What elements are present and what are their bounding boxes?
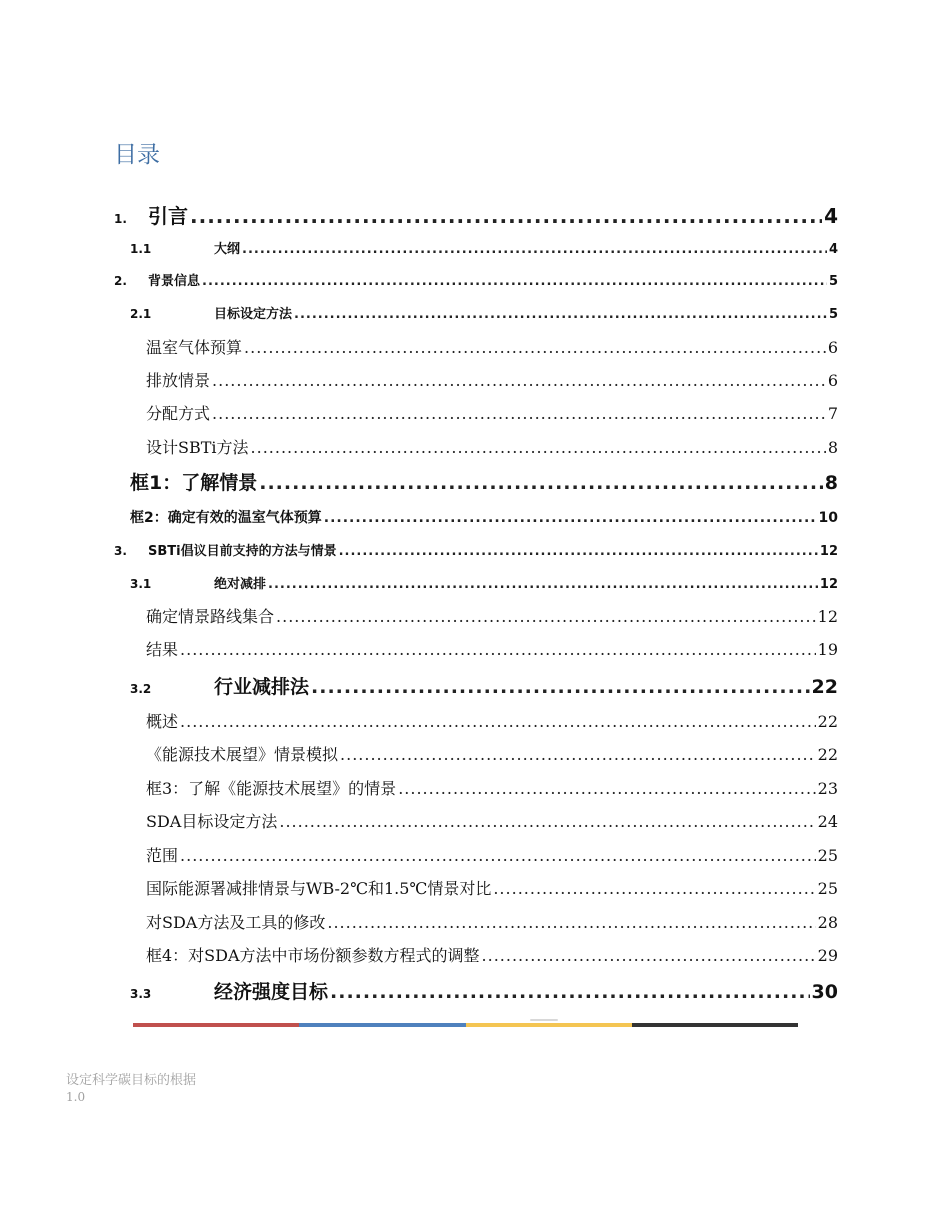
- toc-entry-label: 对SDA方法及工具的修改: [146, 913, 326, 932]
- toc-entry-number: 1.: [114, 212, 127, 226]
- footer-bar-notch: [530, 1019, 558, 1021]
- toc-entry-allocation[interactable]: [146, 401, 838, 424]
- toc-entry-label: 温室气体预算: [146, 338, 243, 357]
- toc-leader-dots: [244, 338, 826, 357]
- toc-leader-dots: [190, 204, 822, 228]
- toc-entry-label: 背景信息: [148, 274, 201, 289]
- toc-entry-box-3[interactable]: [146, 776, 838, 799]
- toc-entry-ghg-budget[interactable]: [146, 335, 838, 358]
- footer-bar-segment-dark: [632, 1023, 798, 1027]
- toc-leader-dots: [482, 946, 816, 965]
- toc-entry-page: 6: [827, 338, 838, 357]
- toc-entry-1-1[interactable]: [130, 238, 838, 257]
- toc-entry-label: 概述: [146, 712, 179, 731]
- toc-entry-2-1[interactable]: [130, 303, 838, 322]
- toc-entry-page: 8: [827, 438, 838, 457]
- toc-entry-page: 23: [817, 779, 838, 798]
- toc-entry-page: 4: [824, 204, 838, 228]
- toc-entry-emission-scenarios[interactable]: [146, 368, 838, 391]
- toc-entry-label: 范围: [146, 846, 179, 865]
- toc-entry-page: 28: [817, 913, 838, 932]
- toc-entry-iea-comparison[interactable]: [146, 876, 838, 899]
- toc-entry-3[interactable]: [114, 540, 838, 559]
- toc-entry-label: 设计SBTi方法: [146, 438, 249, 457]
- toc-entry-box-1[interactable]: [130, 468, 838, 495]
- toc-leader-dots: [202, 274, 827, 289]
- toc-entry-box-4[interactable]: [146, 943, 838, 966]
- footer-version: 1.0: [66, 1090, 86, 1104]
- toc-entry-number: 3.: [114, 544, 127, 558]
- toc-entry-3-3[interactable]: [130, 977, 838, 1004]
- toc-entry-number: 2.: [114, 274, 127, 288]
- toc-leader-dots: [276, 607, 816, 626]
- toc-entry-page: 22: [817, 745, 838, 764]
- toc-entry-number: 2.1: [130, 307, 152, 321]
- toc-leader-dots: [311, 676, 810, 698]
- toc-entry-scope[interactable]: [146, 843, 838, 866]
- toc-entry-label: 分配方式: [146, 404, 211, 423]
- footer-bar-segment-blue: [299, 1023, 465, 1027]
- toc-entry-results[interactable]: [146, 637, 838, 660]
- toc-entry-label: 排放情景: [146, 371, 211, 390]
- footer-bar-segment-red: [133, 1023, 299, 1027]
- toc-entry-overview[interactable]: [146, 709, 838, 732]
- toc-entry-3-2[interactable]: [130, 672, 838, 699]
- toc-entry-page: 12: [817, 607, 838, 626]
- toc-leader-dots: [212, 371, 826, 390]
- toc-entry-label: 国际能源署减排情景与WB-2℃和1.5℃情景对比: [146, 879, 492, 898]
- toc-entry-label: 目标设定方法: [214, 307, 293, 322]
- toc-leader-dots: [279, 812, 815, 831]
- toc-entry-3-1[interactable]: [130, 573, 838, 592]
- toc-entry-label: SBTi倡议目前支持的方法与情景: [148, 544, 337, 559]
- toc-entry-page: 8: [824, 472, 838, 494]
- toc-entry-page: 12: [819, 544, 838, 559]
- toc-entry-label: 行业减排法: [214, 676, 310, 698]
- toc-entry-sda-method[interactable]: [146, 809, 838, 832]
- toc-entry-page: 4: [828, 242, 838, 257]
- toc-entry-label: 框3：了解《能源技术展望》的情景: [146, 779, 397, 798]
- toc-entry-number: 3.1: [130, 577, 152, 591]
- toc-entry-label: 结果: [146, 640, 179, 659]
- toc-entry-page: 25: [817, 846, 838, 865]
- footer-color-bar: [133, 1023, 798, 1027]
- toc-entry-page: 5: [828, 307, 838, 322]
- toc-leader-dots: [212, 404, 826, 423]
- toc-entry-page: 25: [817, 879, 838, 898]
- toc-entry-page: 5: [828, 274, 838, 289]
- toc-entry-number: 3.3: [130, 987, 152, 1001]
- toc-entry-page: 7: [827, 404, 838, 423]
- toc-leader-dots: [339, 544, 818, 559]
- toc-entry-label: 引言: [148, 204, 188, 228]
- toc-entry-box-2[interactable]: [130, 507, 838, 527]
- toc-entry-page: 12: [819, 577, 838, 592]
- toc-entry-label: 大纲: [214, 242, 241, 257]
- toc-entry-number: 1.1: [130, 242, 152, 256]
- toc-entry-etp-scenario[interactable]: [146, 742, 838, 765]
- toc-leader-dots: [180, 640, 816, 659]
- toc-leader-dots: [180, 712, 816, 731]
- toc-entry-number: 3.2: [130, 682, 152, 696]
- toc-entry-page: 24: [817, 812, 838, 831]
- toc-entry-page: 29: [817, 946, 838, 965]
- toc-leader-dots: [259, 472, 823, 494]
- toc-entry-2[interactable]: [114, 270, 838, 289]
- toc-leader-dots: [180, 846, 816, 865]
- toc-entry-sda-modifications[interactable]: [146, 910, 838, 933]
- toc-entry-label: 绝对减排: [214, 577, 267, 592]
- toc-leader-dots: [251, 438, 826, 457]
- footer-bar-segment-yellow: [466, 1023, 632, 1027]
- toc-entry-design-sbti[interactable]: [146, 435, 838, 458]
- toc-leader-dots: [268, 577, 818, 592]
- toc-leader-dots: [327, 913, 815, 932]
- toc-entry-page: 22: [817, 712, 838, 731]
- toc-leader-dots: [330, 981, 810, 1003]
- toc-leader-dots: [493, 879, 815, 898]
- toc-leader-dots: [398, 779, 815, 798]
- toc-entry-label: 框2：确定有效的温室气体预算: [130, 510, 322, 526]
- toc-entry-page: 22: [811, 676, 838, 698]
- toc-entry-label: 确定情景路线集合: [146, 607, 275, 626]
- toc-entry-page: 10: [818, 510, 838, 526]
- toc-leader-dots: [324, 510, 817, 526]
- toc-entry-label: SDA目标设定方法: [146, 812, 278, 831]
- toc-title: 目录: [114, 142, 160, 168]
- toc-leader-dots: [294, 307, 827, 322]
- footer-document-title: 设定科学碳目标的根据: [66, 1073, 197, 1088]
- toc-entry-label: 框4：对SDA方法中市场份额参数方程式的调整: [146, 946, 480, 965]
- toc-entry-label: 《能源技术展望》情景模拟: [146, 745, 339, 764]
- toc-leader-dots: [340, 745, 816, 764]
- toc-entry-page: 6: [827, 371, 838, 390]
- toc-entry-label: 框1：了解情景: [130, 472, 258, 494]
- toc-leader-dots: [242, 242, 827, 257]
- toc-entry-page: 30: [811, 981, 838, 1003]
- toc-entry-label: 经济强度目标: [214, 981, 329, 1003]
- toc-entry-1[interactable]: [114, 200, 838, 229]
- toc-entry-page: 19: [817, 640, 838, 659]
- toc-entry-scenario-set[interactable]: [146, 604, 838, 627]
